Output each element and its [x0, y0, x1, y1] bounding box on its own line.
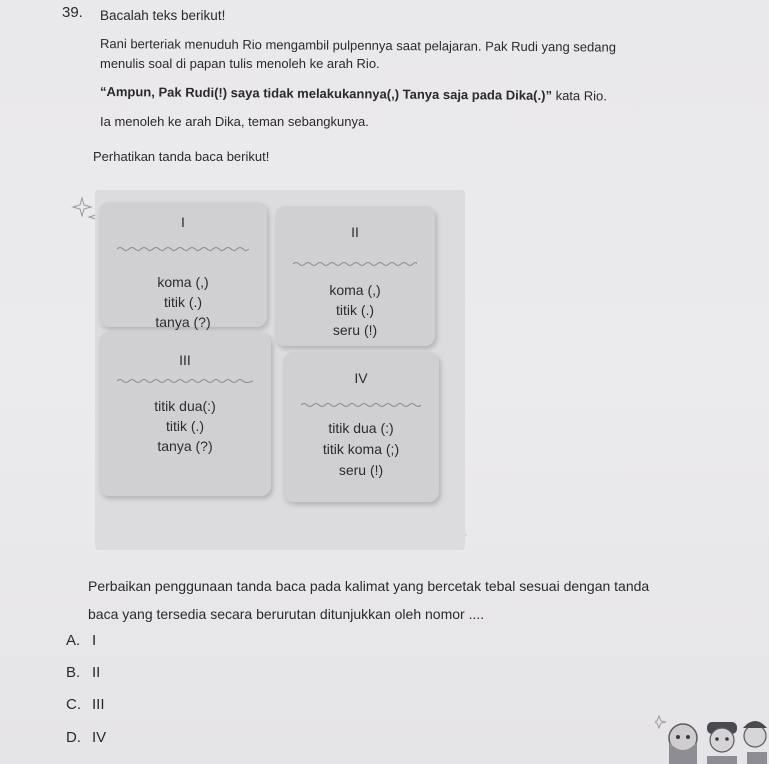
card-item: seru (!) — [332, 322, 378, 338]
question-prompt — [88, 572, 758, 628]
option-value: I — [92, 632, 97, 649]
card-item: titik dua (:) — [328, 420, 394, 436]
card-i — [99, 202, 267, 330]
passage-line-3 — [100, 84, 607, 103]
quote-tail: kata Rio. — [551, 87, 607, 104]
prompt-line-2: baca yang tersedia secara berurutan ditunjukkan oleh nomor .... — [88, 606, 485, 622]
option-c[interactable] — [66, 696, 105, 713]
option-d[interactable] — [66, 729, 106, 746]
option-value: III — [92, 696, 105, 713]
intro-text: Bacalah teks berikut! — [100, 8, 226, 23]
passage-line-2: menulis soal di papan tulis menoleh ke arah Rio. — [100, 56, 380, 71]
card-item: seru (!) — [338, 462, 384, 478]
option-letter: C. — [66, 696, 81, 713]
option-value: IV — [92, 729, 107, 746]
option-letter: D. — [66, 729, 81, 746]
card-item: koma (,) — [157, 274, 209, 290]
wavy-divider — [117, 378, 253, 384]
punctuation-panel — [95, 190, 465, 550]
card-iv — [283, 352, 439, 502]
option-a[interactable] — [66, 632, 96, 649]
option-b[interactable] — [66, 664, 100, 681]
card-label: I — [181, 214, 185, 230]
card-item: titik (.) — [335, 302, 375, 318]
card-item: titik koma (;) — [322, 441, 400, 457]
passage-line-4: Ia menoleh ke arah Dika, teman sebangkunya. — [100, 114, 369, 129]
option-value: II — [92, 664, 101, 681]
option-letter: A. — [66, 632, 81, 649]
card-ii — [275, 206, 435, 346]
wavy-divider — [117, 246, 249, 252]
card-label: III — [179, 352, 191, 368]
question-number: 39. — [62, 4, 83, 21]
card-item: titik dua(:) — [154, 398, 216, 414]
card-item: koma (,) — [329, 282, 381, 298]
bold-quote: “Ampun, Pak Rudi(!) saya tidak melakukannya(,) Tanya saja pada Dika(.)” — [99, 84, 553, 103]
card-label: IV — [354, 370, 368, 386]
wavy-divider — [301, 402, 421, 408]
card-item: tanya (?) — [157, 438, 213, 454]
card-item: tanya (?) — [155, 314, 211, 330]
prompt-line-1: Perbaikan penggunaan tanda baca pada kalimat yang bercetak tebal sesuai dengan tanda — [88, 578, 650, 594]
option-letter: B. — [66, 664, 81, 681]
card-iii — [99, 332, 271, 496]
kids-illustration-icon — [655, 712, 769, 764]
card-label: II — [351, 224, 359, 240]
wavy-divider — [293, 261, 417, 267]
card-item: titik (.) — [165, 418, 205, 434]
instruction-text: Perhatikan tanda baca berikut! — [93, 149, 270, 164]
card-item: titik (.) — [163, 294, 203, 310]
passage-line-1: Rani berteriak menuduh Rio mengambil pulpennya saat pelajaran. Pak Rudi yang sedang — [99, 36, 617, 55]
